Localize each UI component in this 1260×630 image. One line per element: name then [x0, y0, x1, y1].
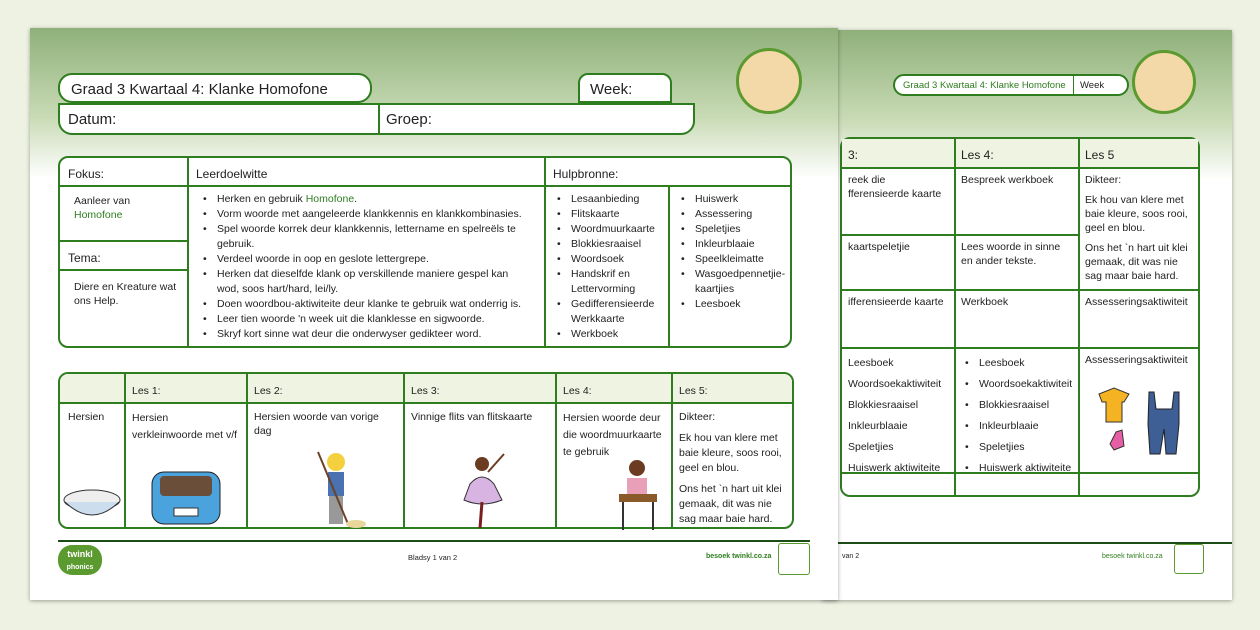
list-item: Huiswerk aktiwiteite	[848, 462, 941, 474]
list-item: • Huiswerk aktiwiteite	[961, 458, 1072, 479]
dictation-title: Dikteer:	[679, 411, 716, 423]
tema-label: Tema:	[68, 251, 101, 265]
cell: reek die fferensieerde kaarte	[848, 174, 942, 200]
list-item: • Handskrif en Lettervorming	[553, 267, 661, 297]
title-box	[58, 73, 372, 103]
list-item: • Assessering	[677, 207, 785, 222]
page-title: Graad 3 Kwartaal 4: Klanke Homofone	[71, 81, 328, 98]
dictation-sentence: Ons het `n hart uit klei gemaak, dit was nie sag maar baie hard.	[1085, 242, 1188, 282]
website-link[interactable]: besoek twinkl.co.za	[1102, 553, 1163, 560]
fairy-dancer-illustration	[458, 450, 518, 530]
week-label: Week:	[590, 81, 633, 98]
list-item: • Woordsoek	[553, 252, 661, 267]
list-item: • Blokkiesraaisel	[961, 395, 1072, 416]
fokus-text: Aanleer van	[74, 195, 131, 207]
resource-list	[842, 349, 954, 483]
list-item: • Verdeel woorde in oop en geslote lettergrepe.	[199, 252, 532, 267]
cell: Bespreek werkboek	[961, 174, 1054, 186]
list-item: • Leesboek	[677, 297, 785, 312]
list-item: • Leesboek	[961, 353, 1072, 374]
list-item: .	[354, 193, 358, 205]
child-reading-illustration	[613, 458, 663, 530]
resource-list	[955, 349, 1078, 483]
list-item: phonics	[66, 564, 94, 571]
week-field[interactable]	[578, 73, 672, 103]
datum-label: Datum:	[68, 111, 117, 128]
leerdoel-label: Leerdoelwitte	[196, 167, 268, 181]
list-item: Woordsoekaktiwiteit	[848, 378, 942, 390]
header-les5: Les 5:	[679, 385, 708, 397]
cell: Assesseringsaktiwiteit	[1085, 296, 1188, 308]
list-item: • Blokkiesraaisel	[553, 237, 661, 252]
car-illustration	[146, 464, 226, 530]
header-les4: Les 4:	[563, 385, 592, 397]
rice-bowl-illustration	[62, 486, 122, 522]
list-item: • Huiswerk	[677, 192, 785, 207]
list-item: • Lesaanbieding	[553, 192, 661, 207]
list-item: • Woordmuurkaarte	[553, 222, 661, 237]
resources-list-2	[671, 188, 791, 316]
cell: Hersien woorde van vorige dag	[254, 411, 379, 437]
header-les1: Les 1:	[132, 385, 161, 397]
list-item: • Skryf kort sinne wat deur die onderwyser gedikteer word.	[199, 327, 532, 342]
list-item: • Inkleurblaaie	[677, 237, 785, 252]
characters-avatar	[1132, 50, 1196, 114]
characters-avatar	[736, 48, 802, 114]
page-number: Bladsy 1 van 2	[408, 553, 458, 562]
list-item: • Speletjies	[677, 222, 785, 237]
fokus-label: Fokus:	[68, 167, 105, 181]
quality-badge	[778, 543, 810, 575]
cell: ifferensieerde kaarte	[848, 296, 944, 308]
list-item: • Herken dat dieselfde klank op verskillende maniere gespel kan wod, soos hart/hard, lei/ly.	[199, 267, 532, 297]
cell: Lees woorde in sinne en ander tekste.	[961, 241, 1061, 267]
list-item: • Doen woordbou-aktiwiteite deur klanke te gebruik wat onderrig is.	[199, 297, 532, 312]
dictation-sentence: Ons het `n hart uit klei gemaak, dit was nie sag maar baie hard.	[679, 483, 782, 525]
header-les4: Les 4:	[961, 148, 994, 162]
resources-list-1	[547, 188, 667, 346]
cell: Hersien verkleinwoorde met v/f	[132, 412, 238, 441]
list-item: • Gedifferensieerde Werkkaarte	[553, 297, 661, 327]
list-item: • Werkboek	[553, 327, 661, 342]
header-les3: Les 3:	[411, 385, 440, 397]
datum-groep-row	[58, 103, 695, 135]
list-item: • Inkleurblaaie	[961, 416, 1072, 437]
cell: Hersien woorde deur die woordmuurkaarte te gebruik	[563, 412, 662, 458]
learning-objectives-list	[193, 188, 538, 346]
clothes-illustration	[1094, 384, 1194, 464]
page-number: van 2	[842, 553, 860, 560]
header-les3: 3:	[848, 148, 859, 162]
worksheet-page-1	[30, 28, 838, 600]
boy-sweeping-illustration	[306, 450, 376, 530]
fokus-highlight: Homofone	[74, 209, 123, 221]
row-label-hersien: Hersien	[68, 411, 105, 423]
list-item: • Speelkleimatte	[677, 252, 785, 267]
hulpbronne-label: Hulpbronne:	[553, 167, 619, 181]
list-item: Homofone	[305, 193, 355, 205]
dictation-sentence: Ek hou van klere met baie kleure, soos rooi, geel en blou.	[1085, 194, 1188, 234]
dictation-title: Dikteer:	[1085, 174, 1122, 186]
cell: Vinnige flits van flitskaarte	[411, 411, 533, 423]
twinkl-phonics-logo	[58, 545, 102, 575]
lessons-table	[58, 372, 794, 529]
list-item: Herken en gebruik	[217, 193, 306, 205]
list-item: twinkl	[67, 549, 93, 559]
list-item: • Leer tien woorde 'n week uit die klanklesse en sigwoorde.	[199, 312, 532, 327]
lesson-table	[840, 137, 1200, 497]
list-item: • Wasgoedpennetjie-kaartjies	[677, 267, 785, 297]
list-item: Leesboek	[848, 357, 894, 369]
list-item: • Flitskaarte	[553, 207, 661, 222]
worksheet-page-2	[822, 30, 1232, 600]
week-label: Week	[1073, 76, 1110, 94]
title-box	[893, 74, 1129, 96]
dictation-sentence: Ek hou van klere met baie kleure, soos rooi, geel en blou.	[679, 432, 782, 474]
cell: kaartspeletjie	[848, 241, 910, 253]
header-les2: Les 2:	[254, 385, 283, 397]
cell: Assesseringsaktiwiteit	[1085, 354, 1188, 366]
list-item: Speletjies	[848, 441, 894, 453]
page-title: Graad 3 Kwartaal 4: Klanke Homofone	[903, 80, 1066, 91]
header-les5: Les 5	[1085, 148, 1115, 162]
list-item: Blokkiesraaisel	[848, 399, 919, 411]
list-item: • Woordsoekaktiwiteit	[961, 374, 1072, 395]
list-item: Inkleurblaaie	[848, 420, 908, 432]
website-link[interactable]: besoek twinkl.co.za	[706, 553, 772, 560]
list-item: • Vorm woorde met aangeleerde klankkennis en klankkombinasies.	[199, 207, 532, 222]
groep-label: Groep:	[386, 111, 432, 128]
tema-text: Diere en Kreature wat ons Help.	[74, 281, 177, 307]
list-item: • Spel woorde korrek deur klankkennis, lettername en spelreëls te gebruik.	[199, 222, 532, 252]
cell: Werkboek	[961, 296, 1009, 308]
overview-table	[58, 156, 792, 348]
quality-badge	[1174, 544, 1204, 574]
list-item: • Speletjies	[961, 437, 1072, 458]
